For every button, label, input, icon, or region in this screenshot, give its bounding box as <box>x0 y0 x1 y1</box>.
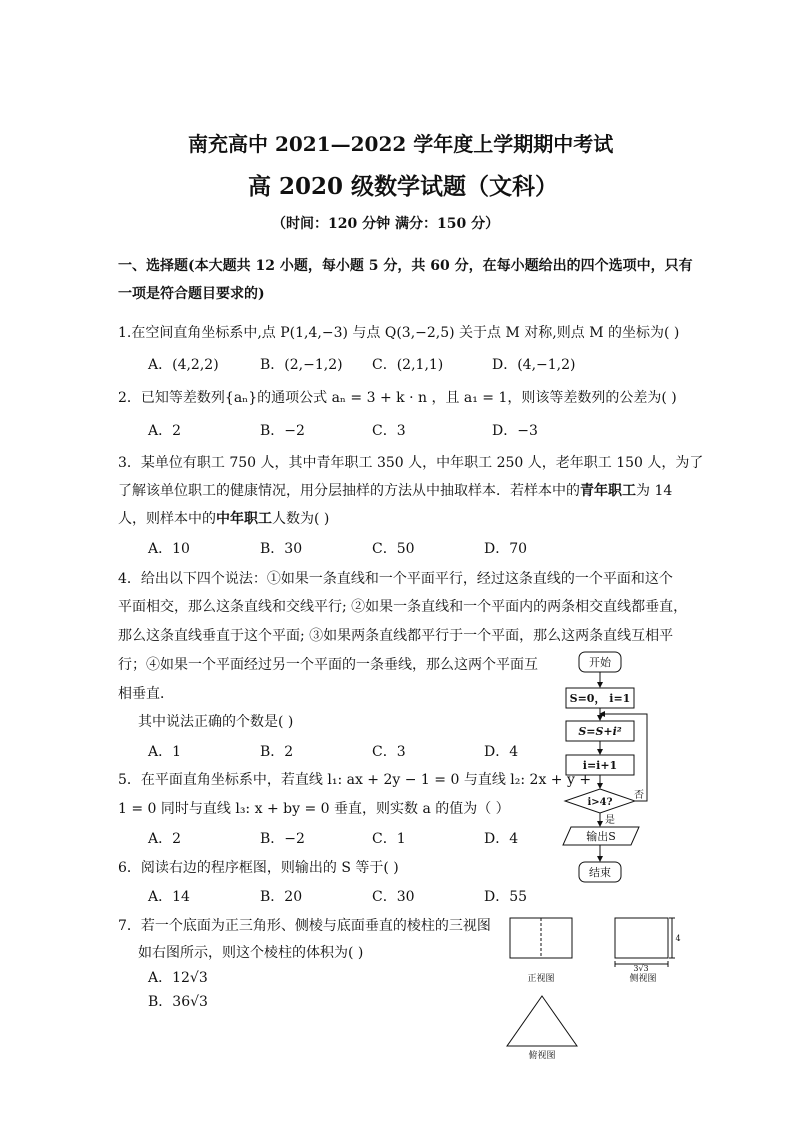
three-views-figure <box>500 908 700 1063</box>
q6-option-d: D．55 <box>484 889 528 905</box>
q2-option-a: A．2 <box>148 423 182 439</box>
q6-option-b: B．20 <box>260 889 303 905</box>
question-5-line2: 1 = 0 同时与直线 l₃: x + by = 0 垂直，则实数 a 的值为（ ） <box>118 801 510 817</box>
q3-option-d: D．70 <box>484 541 528 557</box>
question-3-line3 <box>118 508 329 528</box>
q1-option-b: B．(2,−1,2) <box>260 357 343 373</box>
q3-option-c: C．50 <box>372 541 415 557</box>
q5-option-b: B．−2 <box>260 831 305 847</box>
flowchart-increment-label: i=i+1 <box>582 759 618 772</box>
q2-option-b: B．−2 <box>260 423 305 439</box>
question-5: 5．在平面直角坐标系中，若直线 l₁: ax + 2y − 1 = 0 与直线 l₂: 2x + y + <box>118 772 592 788</box>
question-4-prompt: 其中说法正确的个数是( ) <box>138 714 294 730</box>
top-view-triangle <box>507 996 577 1046</box>
q3-text: 为 14 <box>636 483 673 499</box>
q5-option-c: C．1 <box>372 831 406 847</box>
flowchart-condition-label: i>4? <box>587 797 613 808</box>
question-4-line2: 平面相交，那么这条直线和交线平行; ②如果一条直线和一个平面内的两条相交直线都垂直， <box>118 599 688 615</box>
q3-emphasis-middle: 中年职工 <box>216 511 272 527</box>
q5-option-d: D．4 <box>484 831 519 847</box>
q1-option-a: A．(4,2,2) <box>148 357 219 373</box>
height-dimension-label: 4 <box>675 934 681 943</box>
flowchart-sum-label: S=S+i² <box>578 725 622 738</box>
flowchart-yes-label: 是 <box>605 815 615 826</box>
question-6: 6．阅读右边的程序框图，则输出的 S 等于( ) <box>118 860 399 876</box>
side-view-rect <box>615 918 668 958</box>
q3-text: 人，则样本中的 <box>118 511 216 527</box>
question-7: 7．若一个底面为正三角形、侧棱与底面垂直的棱柱的三视图 <box>118 918 491 934</box>
q4-option-d: D．4 <box>484 744 519 760</box>
q7-option-b: B．36√3 <box>148 994 208 1010</box>
q1-option-d: D．(4,−1,2) <box>492 357 576 373</box>
q7-option-a: A．12√3 <box>148 970 208 986</box>
section-heading: 一、选择题(本大题共 12 小题，每小题 5 分，共 60 分，在每小题给出的四个选项中，只有 <box>118 258 693 274</box>
question-4-line5: 相垂直． <box>118 686 174 702</box>
q2-option-d: D．−3 <box>492 423 538 439</box>
question-4-line4: 行；④如果一个平面经过另一个平面的一条垂线，那么这两个平面互 <box>118 657 538 673</box>
q5-option-a: A．2 <box>148 831 182 847</box>
q4-option-b: B．2 <box>260 744 294 760</box>
q3-text: 了解该单位职工的健康情况，用分层抽样的方法从中抽取样本．若样本中的 <box>118 483 580 499</box>
question-7-line2: 如右图所示，则这个棱柱的体积为( ) <box>138 945 364 961</box>
flowchart-end-label: 结束 <box>589 866 611 879</box>
section-heading-cont: 一项是符合题目要求的) <box>118 286 265 302</box>
question-3-line2 <box>118 480 672 500</box>
q4-option-c: C．3 <box>372 744 406 760</box>
flowchart-no-label: 否 <box>634 790 644 801</box>
question-1: 1.在空间直角坐标系中,点 P(1,4,−3) 与点 Q(3,−2,5) 关于点 M 对称,则点 M 的坐标为( ) <box>118 325 680 341</box>
q3-emphasis-youth: 青年职工 <box>580 483 636 499</box>
front-view-label: 正视图 <box>527 974 555 984</box>
side-view-label: 侧视图 <box>629 974 657 984</box>
q3-option-a: A．10 <box>148 541 190 557</box>
width-dimension-label: 3√3 <box>633 964 649 973</box>
q6-option-a: A．14 <box>148 889 190 905</box>
q6-option-c: C．30 <box>372 889 415 905</box>
q2-option-c: C．3 <box>372 423 406 439</box>
q1-option-c: C．(2,1,1) <box>372 357 444 373</box>
flowchart-start-label: 开始 <box>589 656 611 669</box>
q4-option-a: A．1 <box>148 744 182 760</box>
flowchart-init-label: S=0， i=1 <box>569 692 631 705</box>
q3-text: 人数为( ) <box>272 511 330 527</box>
top-view-label: 俯视图 <box>528 1051 556 1061</box>
exam-subtitle: 高 2020 级数学试题（文科） <box>248 173 559 200</box>
question-4-line3: 那么这条直线垂直于这个平面; ③如果两条直线都平行于一个平面，那么这两条直线互相平 <box>118 628 674 644</box>
question-3: 3．某单位有职工 750 人，其中青年职工 350 人，中年职工 250 人，老年职工 150 人，为了 <box>118 455 704 471</box>
question-4: 4．给出以下四个说法：①如果一条直线和一个平面平行，经过这条直线的一个平面和这个 <box>118 571 673 587</box>
flowchart-output-label: 输出S <box>586 830 616 843</box>
exam-title: 南充高中 2021—2022 学年度上学期期中考试 <box>188 132 614 156</box>
question-2: 2．已知等差数列{aₙ}的通项公式 aₙ = 3 + k · n ，且 a₁ = 1，则该等差数列的公差为( ) <box>118 390 677 406</box>
flowchart <box>555 648 665 888</box>
q3-option-b: B．30 <box>260 541 303 557</box>
exam-time-score: （时间：120 分钟 满分：150 分） <box>272 216 500 232</box>
